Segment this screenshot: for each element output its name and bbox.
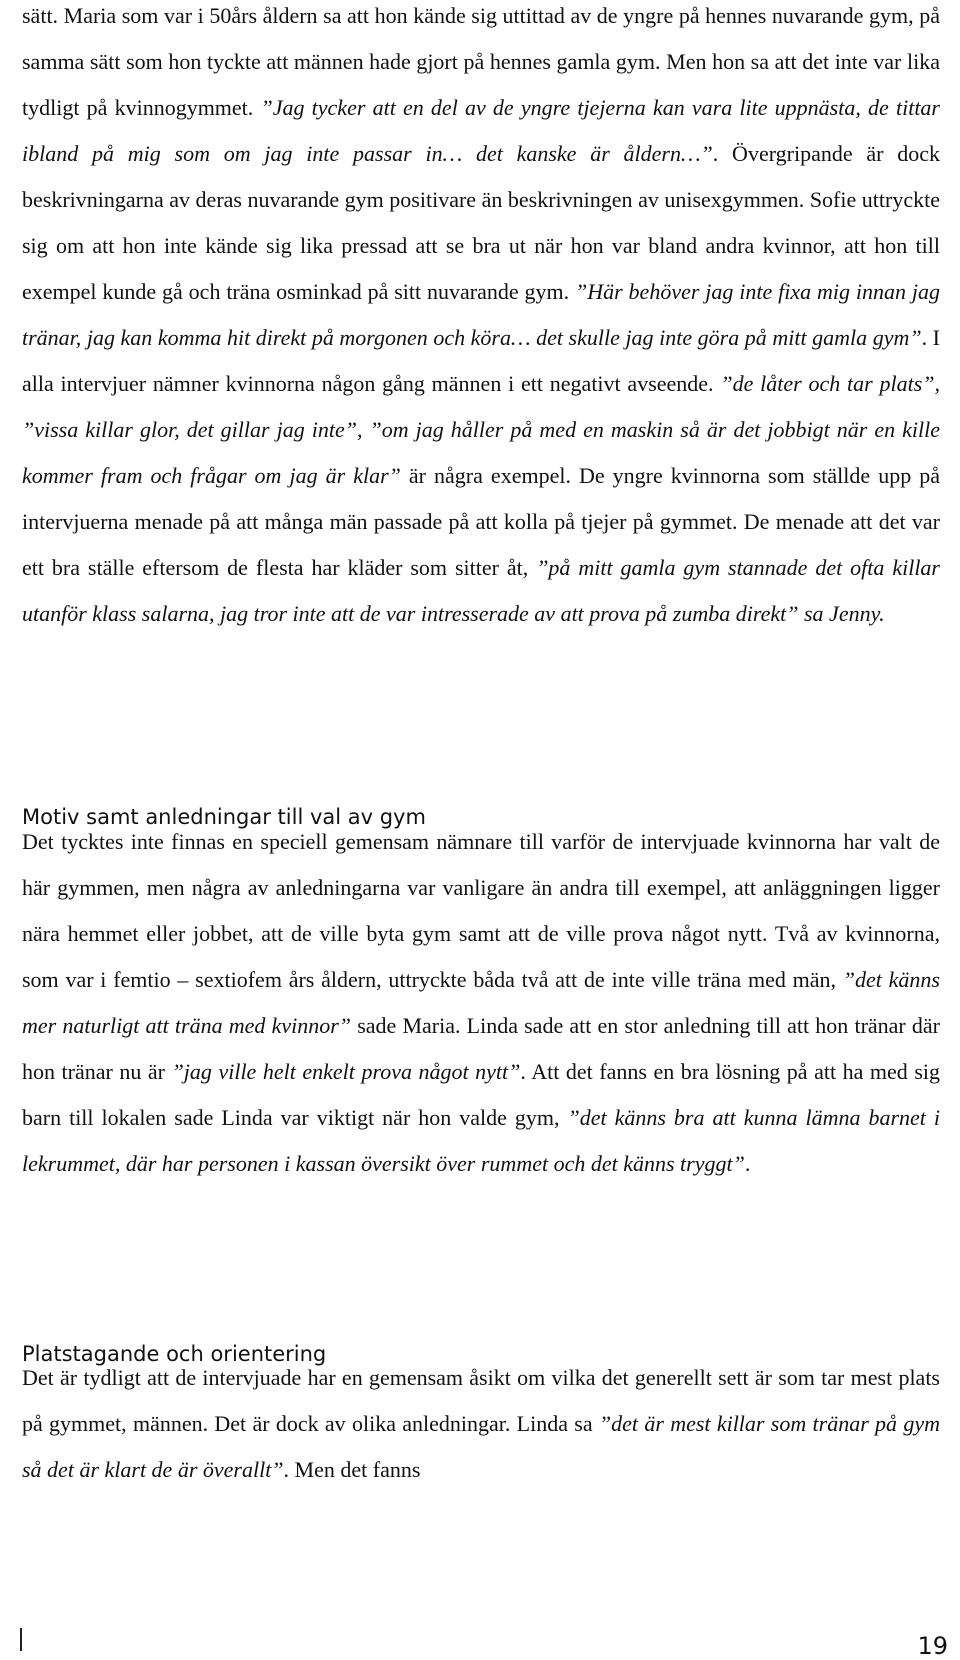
interview-quote: ”det känns mer naturligt att träna med kvinnor”: [22, 967, 940, 1038]
paragraph-text: . Att det fanns en bra lösning på att ha med sig barn till lokalen sade Linda var viktigt när hon valde gym,: [22, 1059, 940, 1130]
section-heading-space: Platstagande och orientering: [22, 1342, 327, 1366]
interview-quote: ”på mitt gamla gym stannade det ofta killar utanför klass salarna, jag tror inte att de var intresserade av att prova på zumba direkt” sa Jenny.: [22, 555, 940, 626]
paragraph-text: sätt. Maria som var i 50års åldern sa att hon kände sig uttittad av de yngre på hennes nuvarande gym, på samma sätt som hon tyckte att männen hade gjort på hennes gamla gym. Men hon sa att det inte var lika tydligt på kvinnogymmet.: [22, 3, 940, 120]
paragraph-text: . I alla intervjuer nämner kvinnorna någon gång männen i ett negativt avseende.: [22, 325, 940, 396]
paragraph-text: är några exempel. De yngre kvinnorna som ställde upp på intervjuerna menade på att många män passade på att kolla på tjejer på gymmet. De menade att det var ett bra ställe eftersom de flesta har kläder som sitter åt,: [22, 463, 940, 580]
body-paragraph: [22, 0, 940, 637]
paragraph-text: . Övergripande är dock beskrivningarna av deras nuvarande gym positivare än beskrivningen av unisexgymmen. Sofie uttryckte sig om att hon inte kände sig lika pressad att se bra ut när hon var bland andra kvinnor, att hon till exempel kunde gå och träna osminkad på sitt nuvarande gym.: [22, 141, 940, 304]
interview-quote: ”jag ville helt enkelt prova något nytt”: [171, 1059, 521, 1084]
body-paragraph: [22, 1355, 940, 1493]
footer-divider-mark: [20, 1628, 22, 1651]
paragraph-text: .: [744, 1151, 751, 1176]
interview-quote: ”Jag tycker att en del av de yngre tjejerna kan vara lite uppnästa, de tittar ibland på mig som om jag inte passar in… det kanske är åldern…”: [22, 95, 940, 166]
interview-quote: ”de låter och tar plats”, ”vissa killar glor, det gillar jag inte”, ”om jag håller på med en maskin så är det jobbigt när en kille kommer fram och frågar om jag är klar”: [22, 371, 940, 488]
section-heading-motives: Motiv samt anledningar till val av gym: [22, 805, 426, 829]
interview-quote: ”Här behöver jag inte fixa mig innan jag tränar, jag kan komma hit direkt på morgonen och köra… det skulle jag inte göra på mitt gamla gym”: [22, 279, 940, 350]
body-paragraph: [22, 819, 940, 1187]
interview-quote: ”det är mest killar som tränar på gym så det är klart de är överallt”: [22, 1411, 940, 1482]
paragraph-text: Det tycktes inte finnas en speciell gemensam nämnare till varför de intervjuade kvinnorna har valt de här gymmen, men några av anledningarna var vanligare än andra till exempel, att anläggningen ligger nära hemmet eller jobbet, att de ville byta gym samt att de ville prova något nytt. Två av kvinnorna, som var i femtio – sextiofem års åldern, uttryckte båda två att de inte ville träna med män,: [22, 829, 940, 992]
page-number: 19: [917, 1632, 948, 1660]
interview-quote: ”det känns bra att kunna lämna barnet i lekrummet, där har personen i kassan översikt över rummet och det känns tryggt”: [22, 1105, 940, 1176]
paragraph-text: . Men det fanns: [283, 1457, 421, 1482]
paragraph-text: sade Maria. Linda sade att en stor anledning till att hon tränar där hon tränar nu är: [22, 1013, 940, 1084]
paragraph-text: Det är tydligt att de intervjuade har en gemensam åsikt om vilka det generellt sett är som tar mest plats på gymmet, männen. Det är dock av olika anledningar. Linda sa: [22, 1365, 940, 1436]
